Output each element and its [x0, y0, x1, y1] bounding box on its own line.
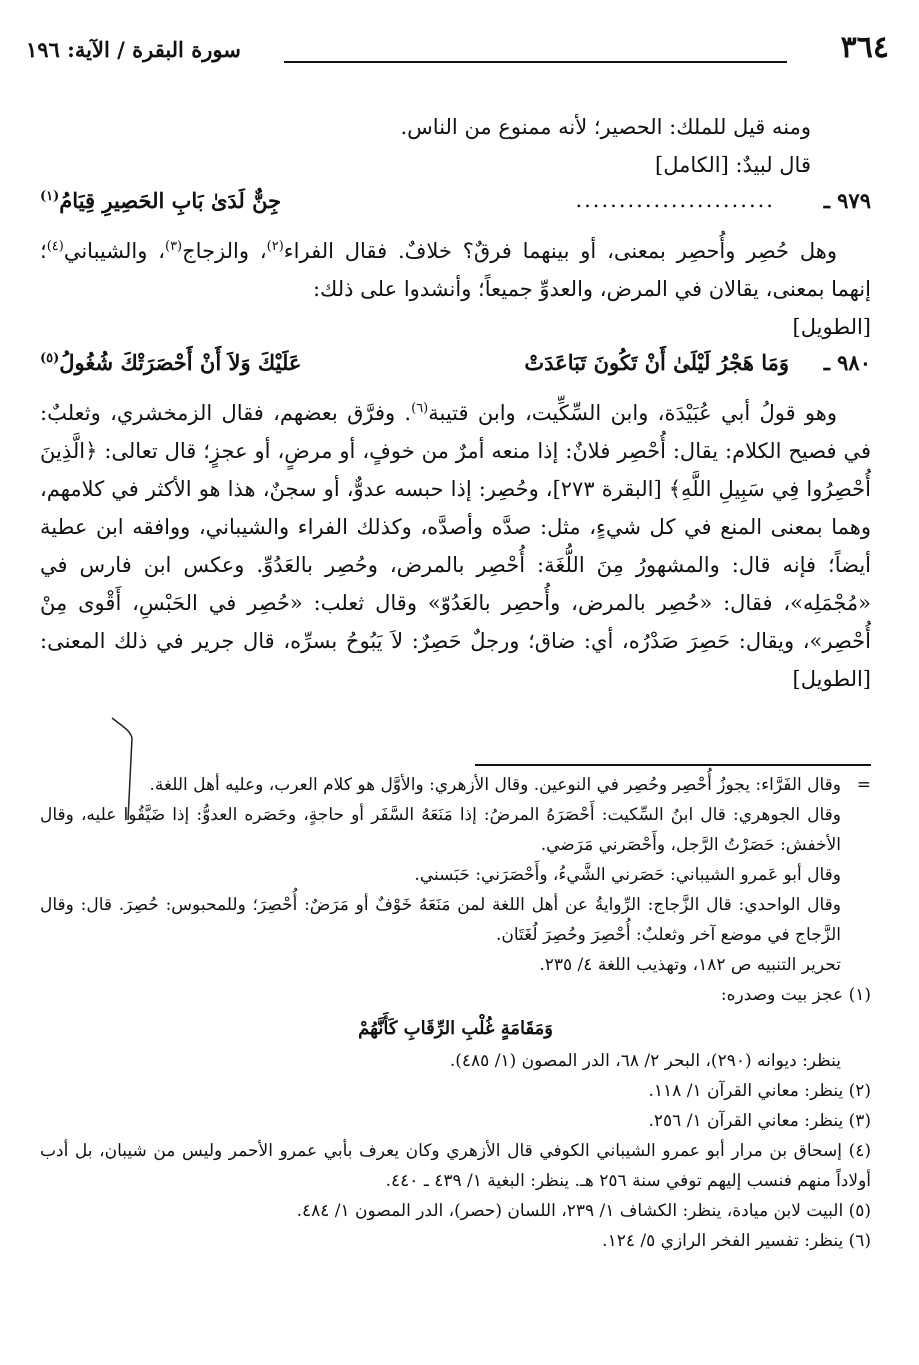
footnote-ref: (١)	[40, 189, 60, 204]
footnote-6: (٦) ينظر: تفسير الفخر الرازي ٥/ ١٢٤.	[602, 1231, 871, 1251]
text-run: وهل حُصِر وأُحصِر بمعنى، أو بينهما فرقٌ؟ خلافٌ. فقال الفراء	[283, 239, 837, 263]
footnote-ref: (٥)	[40, 351, 60, 366]
text-run: وهو قولُ أبي عُبَيْدَة، وابن السِّكِّيت، وابن قتيبة	[428, 401, 837, 425]
footnote-line: وقال الجوهري: قال ابنُ السِّكيت: أَحْصَرَهُ المرضُ: إذا مَنَعَهُ السَّفَر أو حاجةٍ، وحَصَره العدوُّ: إذا ضَيَّقُوا عليه، وقال الأخفش: حَصَرْتُ الرَّجل، وأَحْصَرني مَرَضي.	[40, 805, 841, 855]
page-header	[22, 28, 897, 76]
footnote-ref: (٤)	[46, 239, 64, 254]
footnote-verse: وَمَقَامَةٍ غُلْبِ الرِّقَابِ كَأَنَّهُمْ	[358, 1018, 553, 1039]
text-run: . وفرَّق بعضهم، فقال الزمخشري، وثعلبٌ: في فصيح الكلام: يقال: أُحْصِر فلانٌ: إذا منعه أمرٌ من خوفٍ، أو مرضٍ، أو عجزٍ؛ قال تعالى: ﴿الَّذِينَ أُحْصِرُوا فِي سَبِيلِ اللَّهِ﴾ [البقرة ٢٧٣]، وحُصِر: إذا حبسه عدوٌّ، أو سجنٌ، هذا هو الأكثر في كلامهم، وهما بمعنى المنع في كل شيءٍ، مثل: صدَّه وأصدَّه، وكذلك الفراء والشيباني، ووافقه ابن عطية أيضاً؛ فإنه قال: والمشهورُ مِنَ اللُّغَة: أُحْصِر بالمرض، وحُصِر بالعَدُوِّ. وعكس ابن فارس في «مُجْمَلِه»، فقال: «حُصِر بالمرض، وأُحصِر بالعَدُوّ» وقال ثعلب: «حُصِر في الحَبْسِ، أَقْوى مِنْ أُحْصِر»، ويقال: حَصِرَ صَدْرُه، أي: ضاق؛ ورجلٌ حَصِرٌ: لاَ يَبُوحُ بسرِّه، قال جرير في ذلك المعنى: [الطويل]	[40, 401, 872, 691]
text-run: ، والشيباني	[63, 239, 165, 263]
verse-number: ٩٨٠ ـ	[823, 350, 871, 375]
verse-979	[40, 184, 871, 228]
main-text	[40, 108, 871, 698]
running-title: سورة البقرة / الآية: ١٩٦	[26, 37, 241, 62]
header-rule	[284, 61, 787, 63]
footnote-ref: (٦)	[411, 401, 429, 416]
footnote-ref: (٢)	[266, 239, 284, 254]
footnote-line: وقال أبو عَمرو الشيباني: حَصَرني الشَّيءُ، وأَحْصَرَني: حَبَسني.	[414, 865, 841, 885]
paragraph-2: قال لبيدٌ: [الكامل]	[655, 153, 811, 177]
verse-dots: .......................	[575, 188, 775, 212]
footnote-line: وقال الواحدي: قال الزَّجاج: الرِّوايةُ عن أهل اللغة لمن مَنَعَهُ خَوْفٌ أو مَرَضٌ: أُحْصِرَ؛ وللمحبوس: حُصِرَ. قال: وقال الزَّجاج في موضع آخر وثعلبٌ: أُحْصِرَ وحُصِرَ لُغَتَان.	[40, 895, 841, 945]
verse-hemistich	[40, 188, 281, 213]
footnote-3: (٣) ينظر: معاني القرآن ١/ ٢٥٦.	[648, 1111, 871, 1131]
text-run: وقال الفَرَّاء: يجوزُ أُحْصِر وحُصِر في النوعين. وقال الأزهري: والأوَّل هو كلام العرب، وعليه أهل اللغة.	[149, 775, 841, 795]
verse-second-hemistich	[40, 350, 301, 375]
paragraph-1: ومنه قيل للملك: الحصير؛ لأنه ممنوع من الناس.	[400, 115, 811, 139]
footnote-line: ينظر: ديوانه (٢٩٠)، البحر ٢/ ٦٨، الدر المصون (١/ ٤٨٥).	[449, 1051, 841, 1071]
footnote-5: (٥) البيت لابن ميادة، ينظر: الكشاف ١/ ٢٣٩، اللسان (حصر)، الدر المصون ١/ ٤٨٤.	[296, 1201, 871, 1221]
paragraph-4	[40, 390, 871, 698]
paragraph-3	[40, 228, 871, 346]
footnote-4: (٤) إسحاق بن مرار أبو عمرو الشيباني الكوفي قال الأزهري وكان يعرف بأبي عمرو الأحمر وليس من شيبان، بل أدب أولاداً منهم فنسب إليهم توفي سنة ٢٥٦ هـ. ينظر: البغية ١/ ٤٣٩ ـ ٤٤٠.	[40, 1141, 871, 1191]
footnotes	[40, 770, 871, 1256]
verse-980	[40, 346, 871, 390]
page-number: ٣٦٤	[840, 30, 889, 65]
footnote-rule	[475, 764, 871, 766]
text-run: ، والزجاج	[182, 239, 267, 263]
verse-number: ٩٧٩ ـ	[823, 188, 871, 213]
text-run: ؛ إنهما بمعنى، يقالان في المرض، والعدوِّ جميعاً؛ وأنشدوا على ذلك:	[40, 239, 871, 301]
verse-text: عَلَيْكَ وَلاَ أَنْ أَحْصَرَتْكَ شُغُولُ	[59, 350, 302, 375]
meter-label: [الطويل]	[792, 315, 871, 339]
continuation-mark: =	[856, 775, 871, 795]
footnote-ref: (٣)	[164, 239, 183, 254]
footnote-continued	[40, 770, 871, 800]
verse-first-hemistich: وَمَا هَجْرُ لَيْلَىٰ أَنْ تَكُونَ تَبَاعَدَتْ	[524, 350, 789, 375]
footnote-line: تحرير التنبيه ص ١٨٢، وتهذيب اللغة ٤/ ٢٣٥.	[539, 955, 841, 975]
verse-text: جِنٌّ لَدَىٰ بَابِ الحَصِيرِ قِيَامُ	[59, 188, 282, 213]
footnote-1: (١) عجز بيت وصدره:	[720, 985, 871, 1005]
footnote-2: (٢) ينظر: معاني القرآن ١/ ١١٨.	[648, 1081, 871, 1101]
